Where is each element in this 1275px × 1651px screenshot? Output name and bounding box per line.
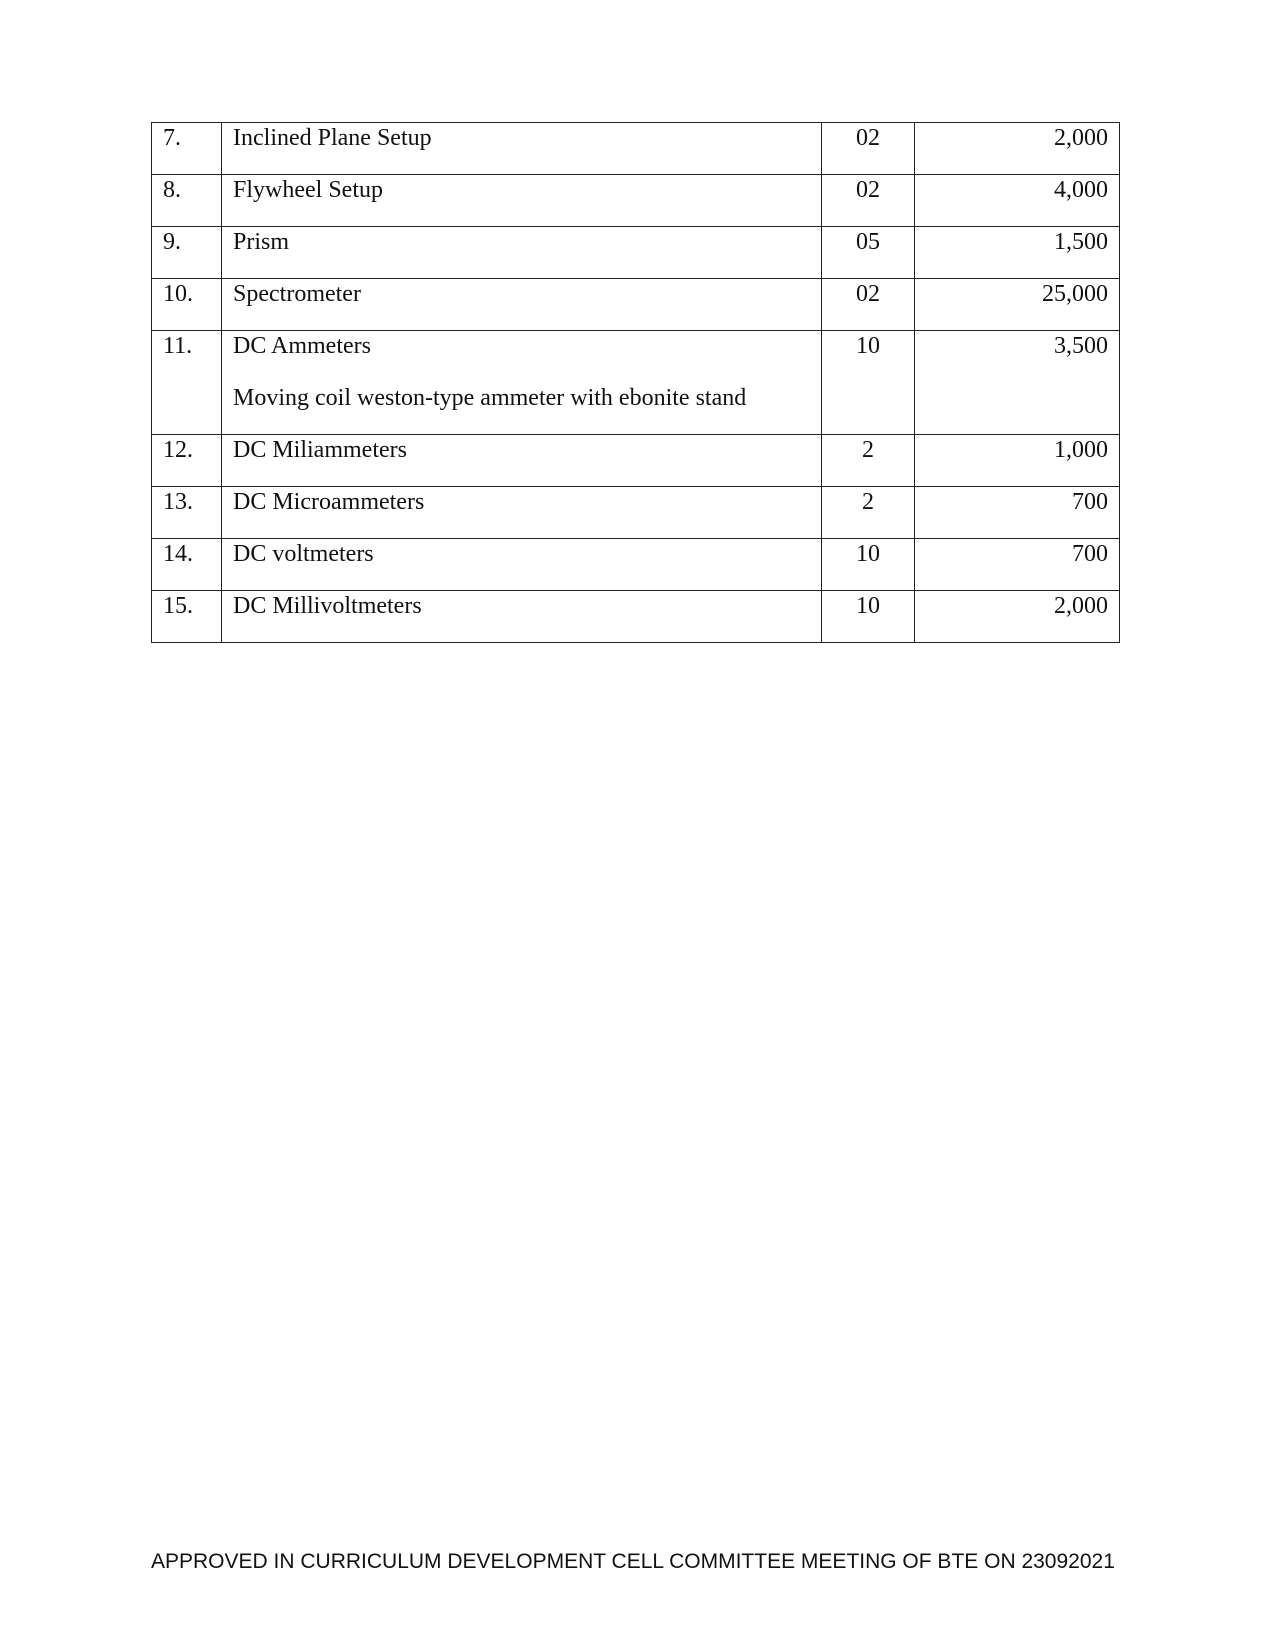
quantity-cell: 10 xyxy=(822,539,915,591)
cost-cell: 4,000 xyxy=(915,175,1120,227)
equipment-name: Prism xyxy=(233,229,290,255)
serial-number-cell: 11. xyxy=(152,331,222,435)
cost-cell: 1,500 xyxy=(915,227,1120,279)
table-row xyxy=(152,331,1120,435)
serial-number-cell: 15. xyxy=(152,591,222,643)
equipment-name-cell xyxy=(222,331,822,435)
serial-number-cell: 12. xyxy=(152,435,222,487)
table-row xyxy=(152,123,1120,175)
equipment-name-cell xyxy=(222,227,822,279)
cost-cell: 2,000 xyxy=(915,591,1120,643)
equipment-name-cell xyxy=(222,175,822,227)
quantity-cell: 10 xyxy=(822,331,915,435)
table-row xyxy=(152,175,1120,227)
serial-number-cell: 13. xyxy=(152,487,222,539)
serial-number-cell: 10. xyxy=(152,279,222,331)
serial-number-cell: 9. xyxy=(152,227,222,279)
cost-cell: 2,000 xyxy=(915,123,1120,175)
equipment-table xyxy=(151,122,1120,643)
quantity-cell: 2 xyxy=(822,435,915,487)
table-row xyxy=(152,435,1120,487)
equipment-name-cell xyxy=(222,591,822,643)
quantity-cell: 2 xyxy=(822,487,915,539)
equipment-name: DC voltmeters xyxy=(233,541,374,567)
serial-number-cell: 8. xyxy=(152,175,222,227)
cost-cell: 25,000 xyxy=(915,279,1120,331)
serial-number-cell: 14. xyxy=(152,539,222,591)
equipment-name: DC Ammeters xyxy=(233,333,371,359)
equipment-description: Moving coil weston-type ammeter with ebonite stand xyxy=(233,385,747,411)
equipment-name-cell xyxy=(222,539,822,591)
equipment-name-cell xyxy=(222,279,822,331)
equipment-table-body xyxy=(152,123,1120,643)
table-row xyxy=(152,279,1120,331)
quantity-cell: 02 xyxy=(822,123,915,175)
quantity-cell: 10 xyxy=(822,591,915,643)
quantity-cell: 02 xyxy=(822,279,915,331)
approval-footer: APPROVED IN CURRICULUM DEVELOPMENT CELL COMMITTEE MEETING OF BTE ON 23092021 xyxy=(151,1550,1115,1573)
quantity-cell: 02 xyxy=(822,175,915,227)
quantity-cell: 05 xyxy=(822,227,915,279)
cost-cell: 700 xyxy=(915,539,1120,591)
equipment-name: DC Miliammeters xyxy=(233,437,407,463)
equipment-name: DC Millivoltmeters xyxy=(233,593,422,619)
equipment-name: Spectrometer xyxy=(233,281,361,307)
equipment-name: Flywheel Setup xyxy=(233,177,383,203)
equipment-name: DC Microammeters xyxy=(233,489,425,515)
equipment-name: Inclined Plane Setup xyxy=(233,125,432,151)
table-row xyxy=(152,591,1120,643)
equipment-name-cell xyxy=(222,435,822,487)
equipment-name-cell xyxy=(222,123,822,175)
cost-cell: 700 xyxy=(915,487,1120,539)
cost-cell: 1,000 xyxy=(915,435,1120,487)
cost-cell: 3,500 xyxy=(915,331,1120,435)
table-row xyxy=(152,539,1120,591)
equipment-name-cell xyxy=(222,487,822,539)
table-row xyxy=(152,227,1120,279)
serial-number-cell: 7. xyxy=(152,123,222,175)
table-row xyxy=(152,487,1120,539)
